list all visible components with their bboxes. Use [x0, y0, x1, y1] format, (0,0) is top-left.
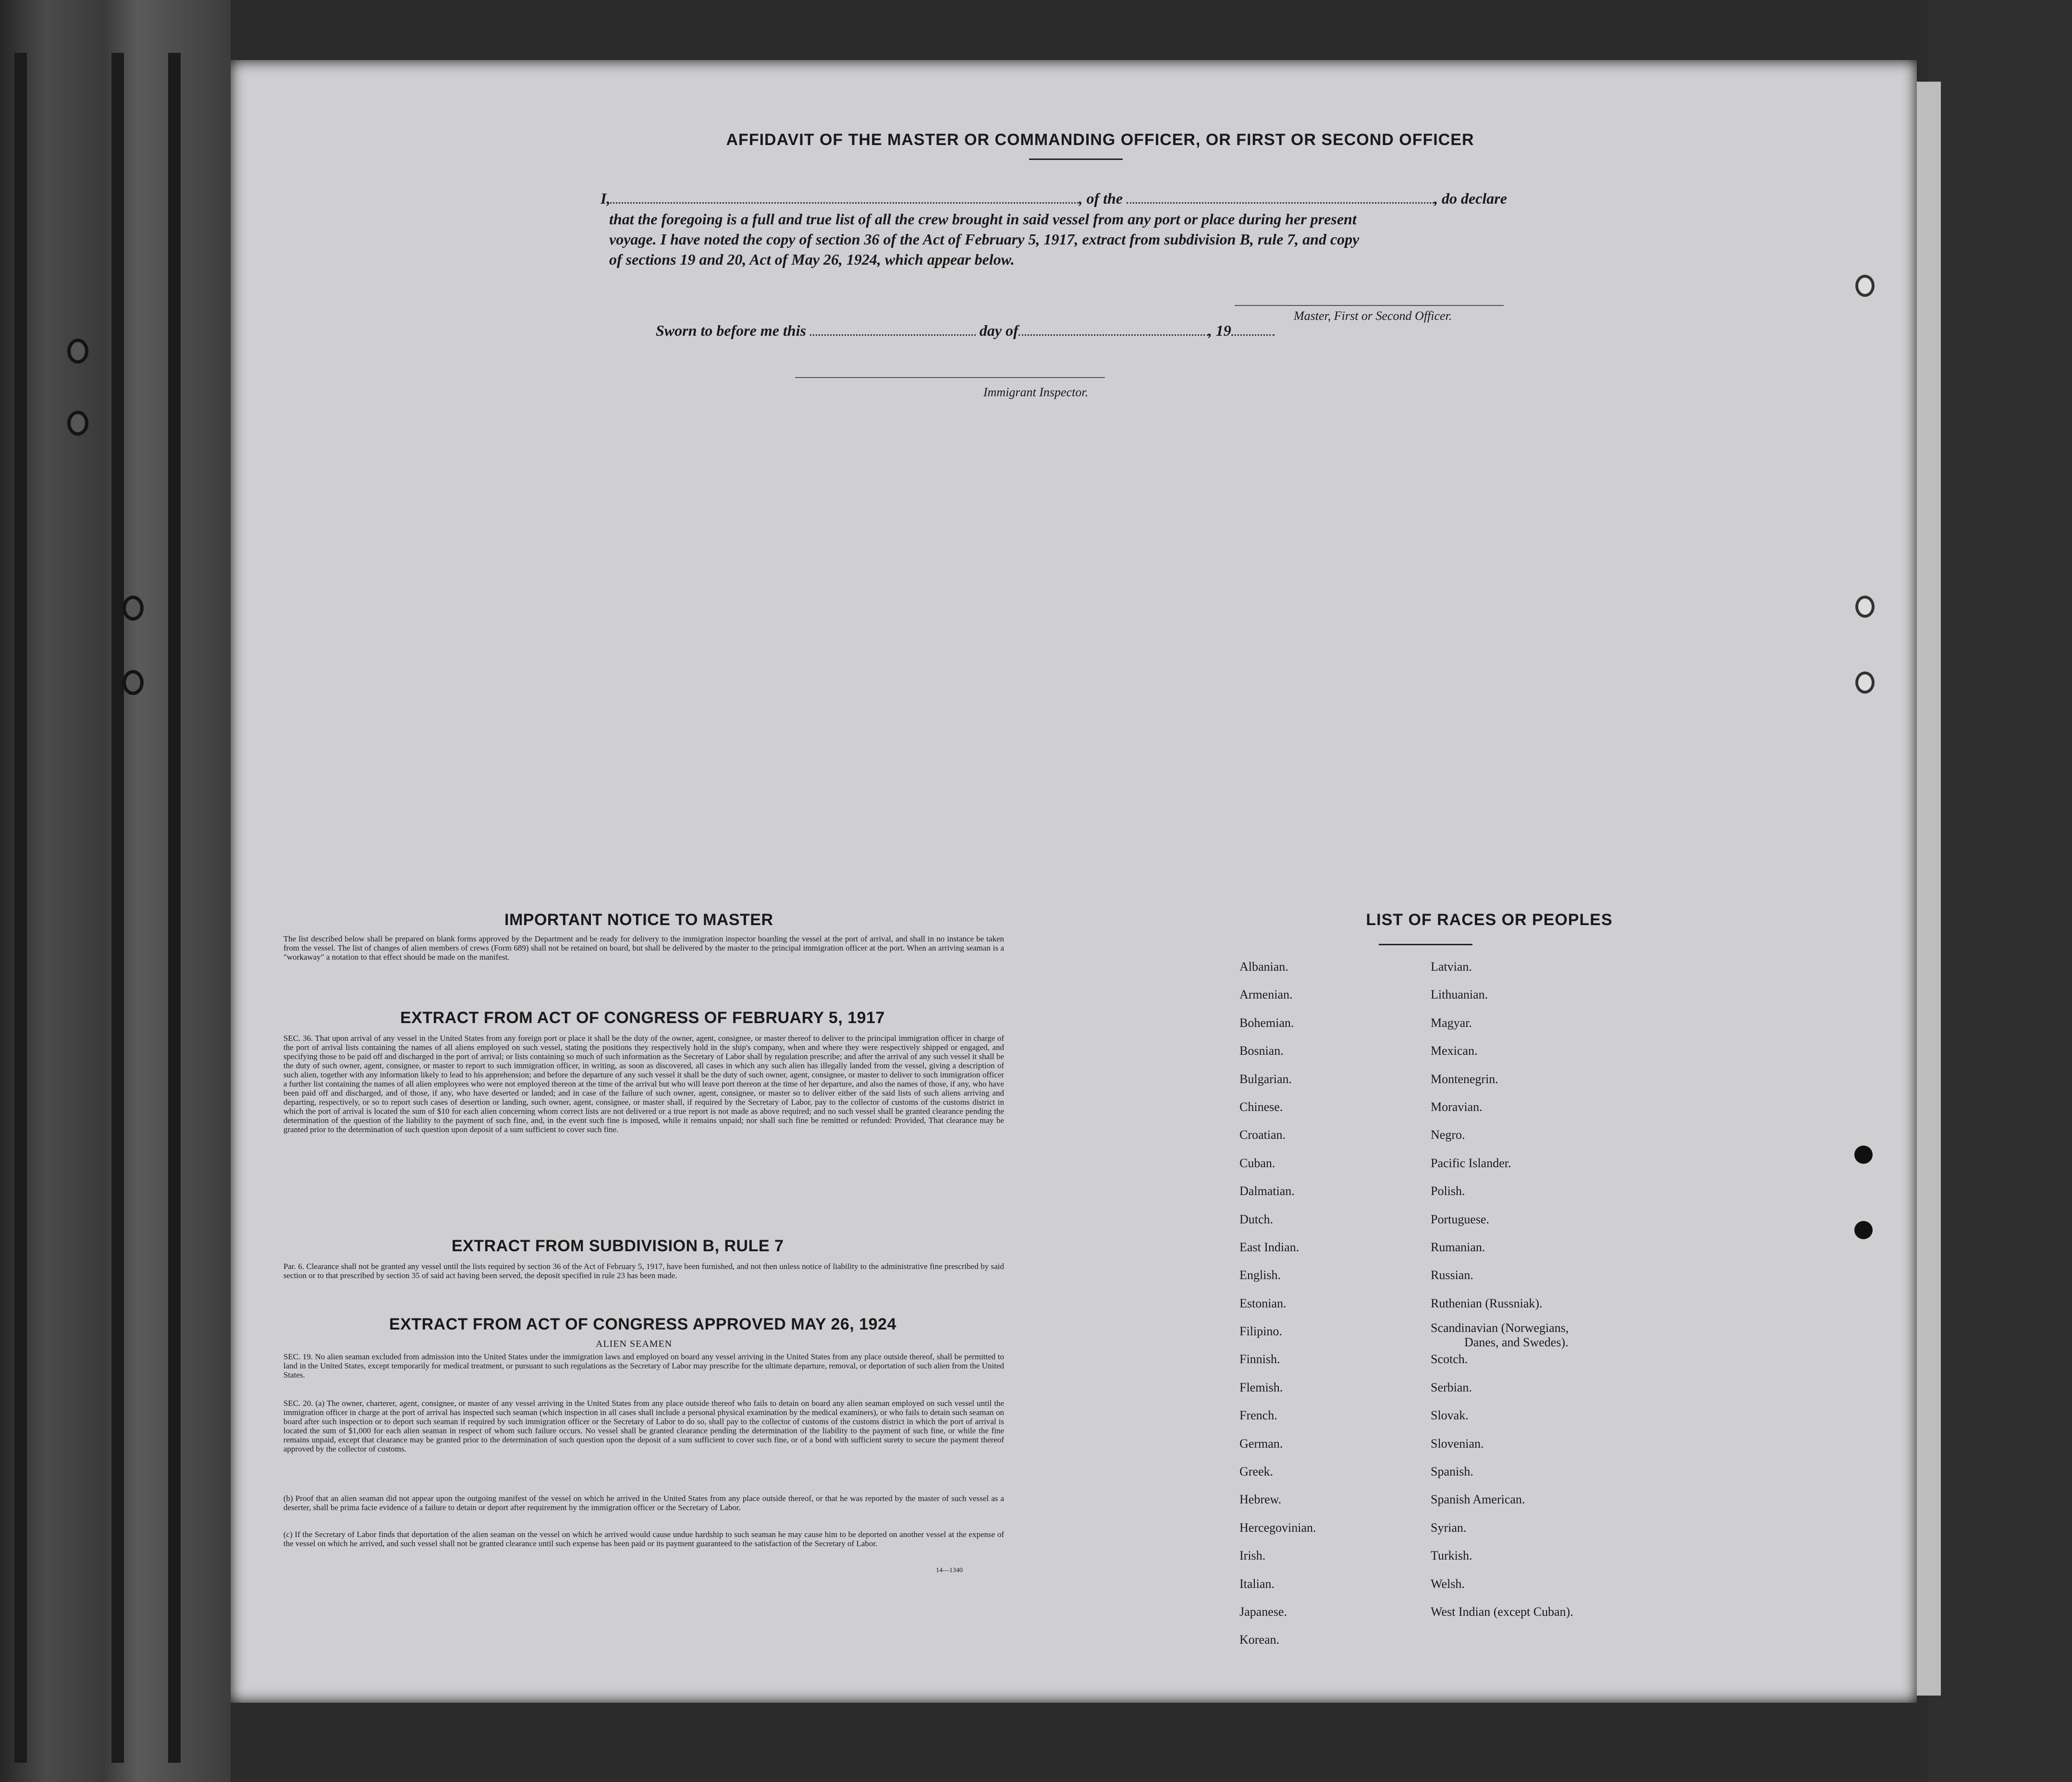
manifest-page — [231, 60, 1917, 1703]
binder-hole — [123, 670, 144, 695]
race-item: Lithuanian. — [1431, 988, 1488, 1002]
race-item: Bosnian. — [1239, 1044, 1284, 1058]
race-item: Finnish. — [1239, 1352, 1280, 1367]
race-item: Greek. — [1239, 1465, 1274, 1479]
race-item: Bulgarian. — [1239, 1072, 1292, 1086]
affidavit-title: AFFIDAVIT OF THE MASTER OR COMMANDING OFFICER, OR FIRST OR SECOND OFFICER — [726, 131, 1474, 149]
race-item-scandinavian — [1431, 1321, 1573, 1349]
race-item: Russian. — [1431, 1268, 1473, 1282]
race-item: Irish. — [1239, 1549, 1266, 1563]
race-item: West Indian (except Cuban). — [1431, 1604, 1573, 1619]
race-item: Chinese. — [1239, 1099, 1283, 1114]
binder-strip — [14, 53, 27, 1763]
affidavit-line-3: voyage. I have noted the copy of section 36 of the Act of February 5, 1917, extract from subdivision B, rule 7, and copy — [609, 231, 1360, 248]
race-item: Dutch. — [1239, 1212, 1274, 1226]
notice-title: IMPORTANT NOTICE TO MASTER — [504, 911, 773, 929]
race-item: Portuguese. — [1431, 1212, 1490, 1226]
master-signature-line — [1235, 305, 1504, 306]
races-title-rule — [1379, 944, 1472, 945]
race-item: Albanian. — [1239, 960, 1288, 974]
rule7-body: Par. 6. Clearance shall not be granted any vessel until the lists required by section 36 of the Act of February 5, 1917, have been furnished, and not then unless notice of liability to the administrative fine prescribed by said section or to that prescribed by section 35 of said act having been served, the deposit specified in rule 23 has been made. — [283, 1262, 1004, 1280]
affidavit-line-2: that the foregoing is a full and true list of all the crew brought in said vessel from any port or place during her present — [609, 210, 1357, 228]
ink-dot — [1854, 1221, 1873, 1239]
race-item: East Indian. — [1239, 1240, 1300, 1254]
notice-body: The list described below shall be prepared on blank forms approved by the Department and be ready for delivery to the immigration inspector boarding the vessel at the port of arrival, and shall in no instance be taken from the vessel. The list of changes of alien members of crews (Form 689) shall not be retained on board, but shall be delivered by the master to the principal immigration officer at the port. When an arriving seaman is a "workaway" a notation to that effect should be made on the manifest. — [283, 934, 1004, 962]
punch-hole — [1855, 275, 1875, 297]
race-item: Cuban. — [1239, 1156, 1275, 1170]
race-item: Spanish. — [1431, 1465, 1473, 1479]
race-item: Flemish. — [1239, 1380, 1283, 1394]
name-blank — [610, 202, 1079, 204]
race-item: Turkish. — [1431, 1549, 1472, 1563]
inspector-label: Immigrant Inspector. — [983, 385, 1089, 399]
race-item: Italian. — [1239, 1576, 1275, 1591]
race-item: Ruthenian (Russniak). — [1431, 1296, 1543, 1310]
race-item: Korean. — [1239, 1633, 1280, 1647]
sec-19-text: SEC. 19. No alien seaman excluded from admission into the United States under the immigration laws and employed on board any vessel arriving in the United States from any place outside thereof, shall be permitted to land in the United States, except temporarily for medical treatment, or pursuant to such regulations as the Secretary of Labor may prescribe for the ultimate departure, removal, or deportation of such alien from the United States. — [283, 1352, 1004, 1379]
race-item: Japanese. — [1239, 1604, 1287, 1619]
binder-hole — [67, 339, 88, 364]
race-item: Croatian. — [1239, 1128, 1286, 1142]
sec-20b-text: (b) Proof that an alien seaman did not appear upon the outgoing manifest of the vessel on which he arrived in the United States from any place outside thereof, or that he was reported by the master of such vessel as a deserter, shall be prima facie evidence of a failure to detain or deport after requirement by the immigration officer or the Secretary of Labor. — [283, 1494, 1004, 1512]
day-of-text: day of — [979, 322, 1018, 339]
affidavit-declare: , do declare — [1434, 190, 1507, 207]
race-item: German. — [1239, 1436, 1283, 1451]
race-item: Moravian. — [1431, 1099, 1483, 1114]
races-left-column — [1239, 960, 1316, 1661]
race-item: Scotch. — [1431, 1352, 1468, 1367]
binder-strip — [111, 53, 124, 1763]
alien-seamen-subtitle: ALIEN SEAMEN — [596, 1339, 673, 1349]
race-item: Negro. — [1431, 1128, 1465, 1142]
vessel-blank — [1127, 202, 1434, 204]
race-item: Estonian. — [1239, 1296, 1287, 1310]
race-item: Welsh. — [1431, 1576, 1465, 1591]
race-item: Serbian. — [1431, 1380, 1472, 1394]
sec-20c-text: (c) If the Secretary of Labor finds that deportation of the alien seaman on the vessel on which he arrived would cause undue hardship to such seaman he may cause him to be deported on another vessel at the expense of the vessel on which he arrived, and such vessel shall not be granted clearance until such expense has been paid or its payment guaranteed to the satisfaction of the Secretary of Labor. — [283, 1530, 1004, 1548]
sworn-line — [656, 322, 1275, 340]
race-item: English. — [1239, 1268, 1281, 1282]
sworn-day-blank — [810, 334, 976, 336]
ink-dot — [1854, 1146, 1873, 1164]
affidavit-of-the: , of the — [1079, 190, 1123, 207]
race-item: Magyar. — [1431, 1015, 1472, 1030]
race-item: French. — [1239, 1408, 1277, 1423]
race-line-continued: Danes, and Swedes). — [1464, 1335, 1569, 1350]
punch-hole — [1855, 596, 1875, 618]
extract-1917-body: SEC. 36. That upon arrival of any vessel in the United States from any foreign port or place it shall be the duty of the owner, agent, consignee, or master thereof to deliver to the principal immigration officer in charge of the port of arrival lists containing the names of all aliens employed on such vessel, stating the positions they respectively hold in the ship's company, when and where they were respectively shipped or engaged, and specifying those to be paid off and discharged in the port of arrival; or lists containing so much of such information as the Secretary of Labor shall by regulation prescribe; and after the arrival of any such vessel it shall be the duty of such owner, agent, consignee, or master to report to such immigration officer, in writing, as soon as discovered, all cases in which any such alien has illegally landed from the vessel, giving a description of such alien, together with any information likely to lead to his apprehension; and before the departure of any such vessel it shall be the duty of such owner, agent, consignee, or master to deliver to such immigration officer a further list containing the names of all alien employees who were not employed thereon at the time of the arrival but who will leave port thereon at the time of her departure, and also the names of those, if any, who have been paid off and discharged, and of those, if any, who have deserted or landed; and in case of the failure of such owner, agent, consignee, or master so to deliver either of the said lists of such aliens arriving and departing, respectively, or so to report such cases of desertion or landing, such owner, agent, consignee, or master shall, if required by the Secretary of Labor, pay to the collector of customs of the customs district in which the port of arrival is located the sum of $10 for each alien concerning whom correct lists are not delivered or a true report is not made as above required; and no such vessel shall be granted clearance pending the determination of the question of the liability to the payment of such fine, and, in the event such fine is imposed, while it remains unpaid; nor shall such fine be remitted or refunded: Provided, That clearance may be granted prior to the determination of such question upon deposit of a sum sufficient to cover such fine. — [283, 1034, 1004, 1134]
race-item: Syrian. — [1431, 1520, 1467, 1535]
race-item: Mexican. — [1431, 1044, 1478, 1058]
affidavit-line-4: of sections 19 and 20, Act of May 26, 1924, which appear below. — [609, 251, 1015, 268]
punch-hole — [1855, 671, 1875, 694]
race-item: Filipino. — [1239, 1324, 1282, 1339]
year-text: , 19 — [1208, 322, 1231, 339]
sworn-text: Sworn to before me this — [656, 322, 806, 339]
binder-strip — [168, 53, 181, 1763]
race-line: Scandinavian (Norwegians, — [1431, 1321, 1569, 1335]
binder-hole — [123, 596, 144, 621]
affidavit-line-1 — [601, 190, 1507, 207]
master-label: Master, First or Second Officer. — [1294, 309, 1452, 323]
extract-1924-title: EXTRACT FROM ACT OF CONGRESS APPROVED MAY 26, 1924 — [389, 1315, 896, 1333]
race-item: Slovenian. — [1431, 1436, 1484, 1451]
rule7-title: EXTRACT FROM SUBDIVISION B, RULE 7 — [452, 1237, 784, 1255]
form-number: 14—1340 — [936, 1567, 963, 1574]
sec-20a-text: SEC. 20. (a) The owner, charterer, agent, consignee, or master of any vessel arriving in the United States from any place outside thereof who fails to detain on board any alien seaman employed on such vessel until the immigration officer in charge at the port of arrival has inspected such seaman (which inspection in all cases shall include a personal physical examination by the medical examiners), or who fails to detain such seaman on board after such inspection or to deport such seaman if required by such immigration officer or the Secretary of Labor to do so, shall pay to the collector of customs of the customs district in which the port of arrival is located the sum of $1,000 for each alien seaman in respect of whom such failure occurs. No vessel shall be granted clearance pending the determination of the liability to the payment of such fine, or while the fine remains unpaid, except that clearance may be granted prior to the determination of such question upon the deposit of a sum sufficient to cover such fine, or of a bond with sufficient surety to secure the payment thereof approved by the collector of customs. — [283, 1399, 1004, 1453]
race-item: Latvian. — [1431, 960, 1472, 974]
binder-hole — [67, 411, 88, 436]
month-blank — [1018, 334, 1208, 336]
race-item: Armenian. — [1239, 988, 1293, 1002]
race-item: Polish. — [1431, 1184, 1465, 1198]
race-item: Bohemian. — [1239, 1015, 1294, 1030]
inspector-signature-line — [795, 377, 1105, 378]
race-item: Hebrew. — [1239, 1492, 1282, 1507]
race-item: Dalmatian. — [1239, 1184, 1295, 1198]
race-item: Rumanian. — [1431, 1240, 1485, 1254]
race-item: Montenegrin. — [1431, 1072, 1498, 1086]
scan-edge — [1928, 0, 2072, 1782]
title-rule — [1029, 159, 1123, 160]
races-right-column — [1431, 960, 1573, 1633]
affidavit-i: I, — [601, 190, 611, 207]
race-item: Pacific Islander. — [1431, 1156, 1511, 1170]
race-item: Spanish American. — [1431, 1492, 1525, 1507]
year-blank — [1231, 334, 1275, 336]
race-item: Slovak. — [1431, 1408, 1469, 1423]
races-title: LIST OF RACES OR PEOPLES — [1366, 911, 1613, 929]
race-item: Hercegovinian. — [1239, 1520, 1316, 1535]
extract-1917-title: EXTRACT FROM ACT OF CONGRESS OF FEBRUARY 5, 1917 — [400, 1009, 885, 1027]
